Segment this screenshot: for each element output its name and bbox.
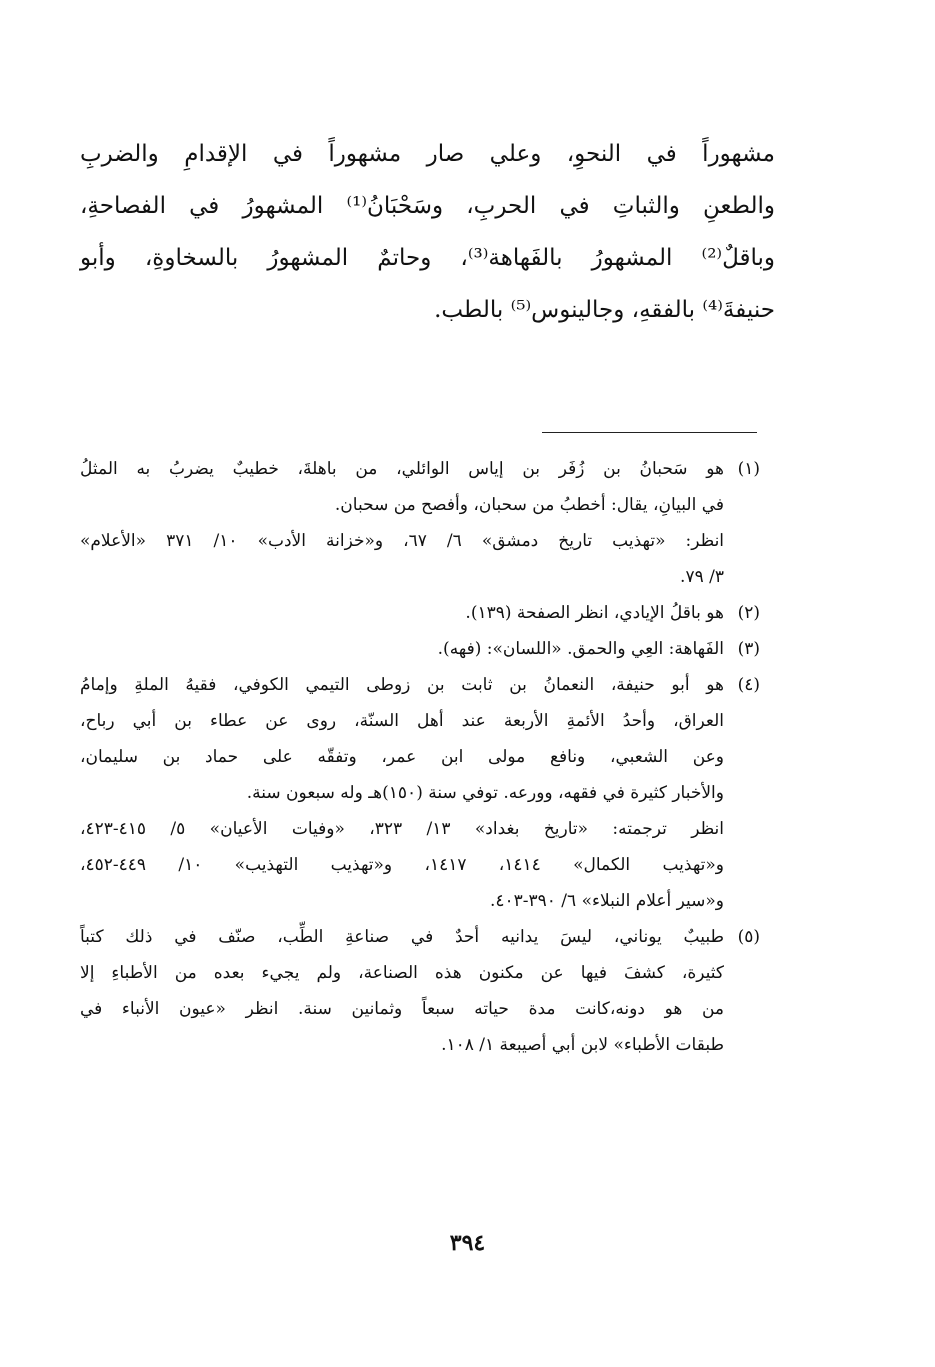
footnote-line: والأخبار كثيرة في فقهه، وورعه. توفي سنة (١٥٠)هـ وله سبعون سنة. [246, 783, 724, 803]
footnote-line: طبيبٌ يوناني، ليسَ يدانيه أحدٌ في صناعةِ الطِّب، صنّف في ذلك كتباً [80, 927, 724, 947]
footnote-4 [80, 667, 760, 919]
footnote-line: وعن الشعبي، ونافع مولى ابن عمر، وتفقّه على حماد بن سليمان، [80, 747, 724, 767]
footnote-number: (٤) [737, 675, 760, 695]
footnote-line: العراق، وأحدُ الأئمةِ الأربعة عند أهل السنّة، روى عن عطاء بن أبي رباح، [80, 711, 724, 731]
footnote-line: طبقات الأطباء» لابن أبي أصيبعة ١/ ١٠٨. [441, 1035, 724, 1055]
footnote-line: هو باقلُ الإيادي، انظر الصفحة (١٣٩). [465, 603, 724, 623]
main-text [80, 128, 775, 336]
main-line: حنيفةَ⁽⁴⁾ بالفقهِ، وجالينوس⁽⁵⁾ بالطب. [434, 297, 775, 323]
main-line: وباقلٌ⁽²⁾ المشهورُ بالفَهاهة⁽³⁾، وحاتمٌ المشهورُ بالسخاوةِ، وأبو [80, 245, 775, 271]
footnote-line: انظر ترجمته: «تاريخ بغداد» ١٣/ ٣٢٣، «وفيات الأعيان» ٥/ ٤١٥-٤٢٣، [80, 819, 724, 839]
footnote-2 [80, 595, 760, 631]
footnote-line: في البيانِ، يقال: أخطبُ من سحبان، وأفصح من سحبان. [334, 495, 724, 515]
footnote-number: (٥) [737, 927, 760, 947]
page-number: ٣٩٤ [449, 1230, 486, 1256]
footnote-line: كثيرة، كشفَ فيها عن مكنون هذه الصناعة، ولم يجيء بعده من الأطباءِ إلا [80, 963, 724, 983]
footnote-line: من هو دونه،كانت مدة حياته سبعاً وثمانين سنة. انظر «عيون الأنباء في [80, 999, 724, 1019]
footnote-number: (١) [737, 459, 760, 479]
footnote-separator [542, 432, 757, 433]
main-line: والطعنِ والثباتِ في الحربِ، وسَحْبَانُ⁽¹⁾ المشهورُ في الفصاحةِ، [80, 193, 775, 219]
footnote-line: انظر: «تهذيب تاريخ دمشق» ٦/ ٦٧، و«خزانة الأدب» ١٠/ ٣٧١ «الأعلام» [80, 531, 725, 551]
footnotes [80, 451, 760, 1063]
footnote-line: ٣/ ٧٩. [680, 567, 724, 587]
footnote-1 [80, 451, 760, 595]
footnote-number: (٣) [737, 639, 760, 659]
footnote-line: هو أبو حنيفة، النعمانُ بن ثابت بن زوطى التيمي الكوفي، فقيهُ الملةِ وإمامُ [80, 675, 724, 695]
footnote-line: و«سير أعلام النبلاء» ٦/ ٣٩٠-٤٠٣. [489, 891, 724, 911]
footnote-5 [80, 919, 760, 1063]
footnote-line: هو سَحبانُ بن زُفَر بن إياس الوائلي، من باهلةَ، خطيبٌ يضربُ به المثلُ [80, 459, 724, 479]
footnote-line: و«تهذيب الكمال» ١٤١٤، ١٤١٧، و«تهذيب التهذيب» ١٠/ ٤٤٩-٤٥٢، [80, 855, 724, 875]
main-line: مشهوراً في النحوِ، وعلي صار مشهوراً في الإقدامِ والضربِ [80, 141, 775, 167]
footnote-3 [80, 631, 760, 667]
footnote-number: (٢) [737, 603, 760, 623]
footnote-line: الفَهاهة: العِي والحمق. «اللسان»: (فهه). [437, 639, 724, 659]
